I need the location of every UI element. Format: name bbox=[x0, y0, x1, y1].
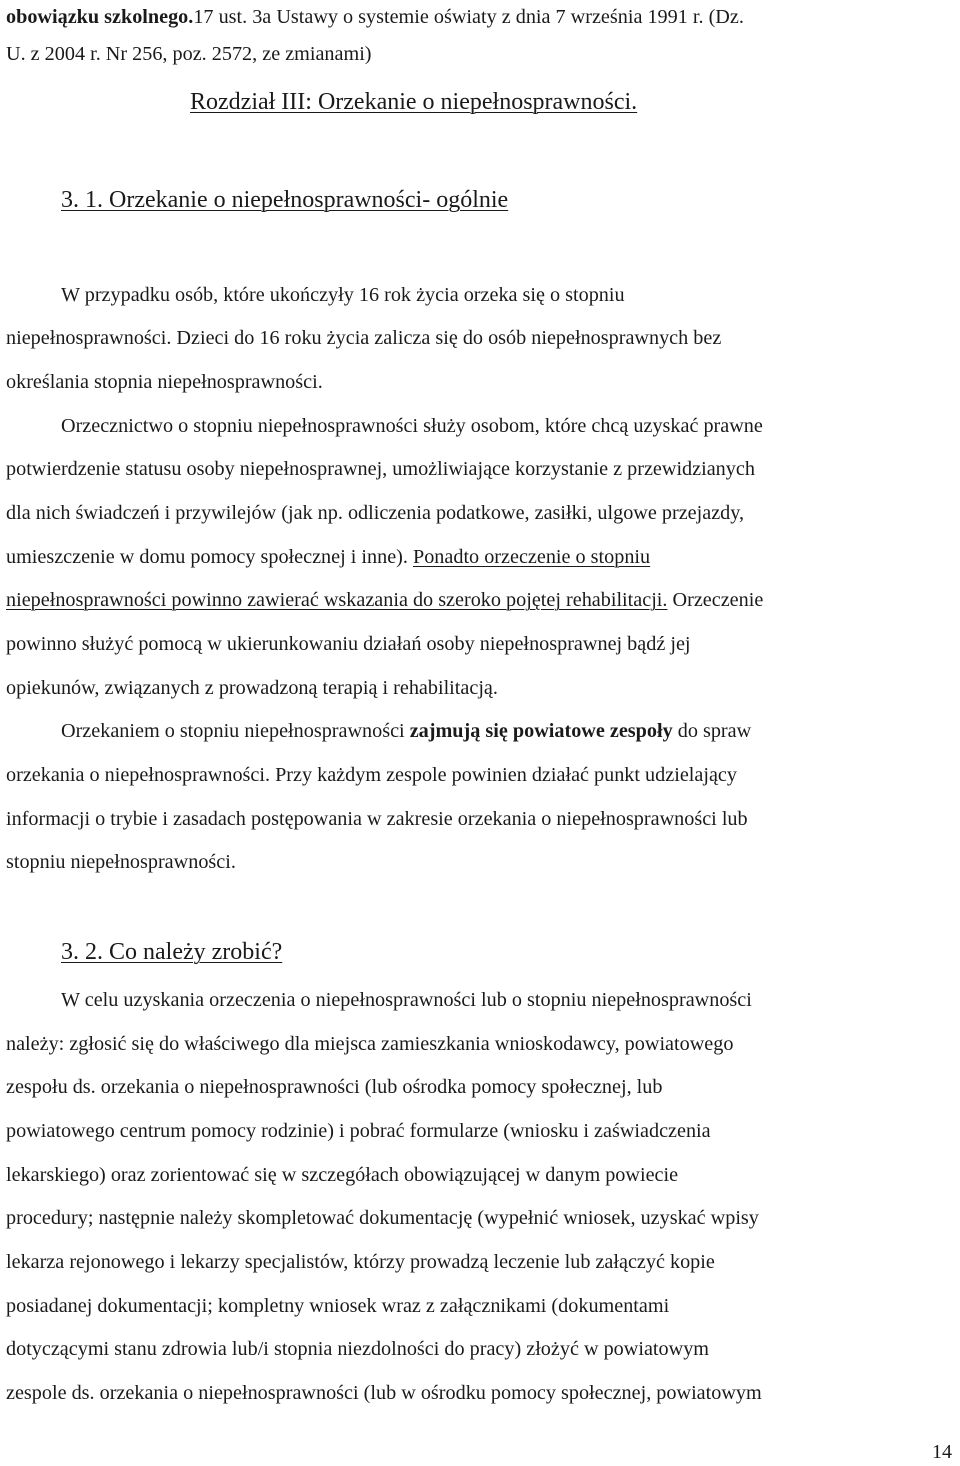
paragraph-line bbox=[6, 544, 650, 570]
text-span: obowiązku szkolnego. bbox=[6, 6, 194, 28]
paragraph-line bbox=[6, 1336, 709, 1362]
text-span: procedury; następnie należy skompletować dokumentację (wypełnić wniosek, uzyskać wpisy bbox=[6, 1207, 759, 1229]
text-span: powinno służyć pomocą w ukierunkowaniu działań osoby niepełnosprawnej bądź jej bbox=[6, 633, 691, 655]
text-span: posiadanej dokumentacji; kompletny wniosek wraz z załącznikami (dokumentami bbox=[6, 1295, 670, 1317]
text-span: powiatowego centrum pomocy rodzinie) i pobrać formularze (wniosku i zaświadczenia bbox=[6, 1120, 711, 1142]
paragraph-line bbox=[61, 282, 625, 308]
text-line-legal-reference bbox=[6, 4, 744, 30]
section-heading-3-2 bbox=[61, 937, 282, 967]
text-span: do spraw bbox=[672, 720, 752, 742]
paragraph-line bbox=[6, 849, 236, 875]
text-span: Rozdział III: Orzekanie o niepełnosprawności. bbox=[190, 89, 638, 115]
text-span: 17 ust. 3a Ustawy o systemie oświaty z dnia 7 września 1991 r. (Dz. bbox=[193, 6, 744, 28]
text-span: umieszczenie w domu pomocy społecznej i inne). bbox=[6, 546, 413, 568]
text-span: lekarza rejonowego i lekarzy specjalistów, którzy prowadzą leczenie lub załączyć kopie bbox=[6, 1251, 715, 1273]
section-heading-3-1 bbox=[61, 185, 508, 215]
text-span: U. z 2004 r. Nr 256, poz. 2572, ze zmianami) bbox=[6, 43, 372, 65]
text-span: zajmują się powiatowe zespoły bbox=[409, 720, 673, 742]
text-line-legal-reference-cont bbox=[6, 41, 372, 67]
text-span: W celu uzyskania orzeczenia o niepełnosprawności lub o stopniu niepełnosprawności bbox=[61, 989, 752, 1011]
text-span: Orzekaniem o stopniu niepełnosprawności bbox=[61, 720, 410, 742]
paragraph-line bbox=[6, 369, 323, 395]
paragraph-line bbox=[6, 325, 721, 351]
text-span: W przypadku osób, które ukończyły 16 rok życia orzeka się o stopniu bbox=[61, 284, 625, 306]
paragraph-line bbox=[61, 987, 752, 1013]
paragraph-line bbox=[6, 631, 691, 657]
chapter-heading bbox=[190, 87, 637, 117]
paragraph-line bbox=[6, 1205, 759, 1231]
text-span: Ponadto orzeczenie o stopniu bbox=[412, 546, 651, 568]
text-span: 3. 2. Co należy zrobić? bbox=[61, 939, 283, 965]
paragraph-line bbox=[6, 1074, 662, 1100]
paragraph-line bbox=[61, 413, 763, 439]
text-span: stopniu niepełnosprawności. bbox=[6, 851, 236, 873]
text-span: określania stopnia niepełnosprawności. bbox=[6, 371, 323, 393]
paragraph-line bbox=[6, 1249, 715, 1275]
text-span: 3. 1. Orzekanie o niepełnosprawności- ogólnie bbox=[61, 187, 509, 213]
text-span: dla nich świadczeń i przywilejów (jak np. odliczenia podatkowe, zasiłki, ulgowe przejazdy, bbox=[6, 502, 745, 524]
paragraph-line bbox=[6, 587, 763, 613]
text-span: dotyczącymi stanu zdrowia lub/i stopnia niezdolności do pracy) złożyć w powiatowym bbox=[6, 1338, 710, 1360]
page-number: 14 bbox=[932, 1441, 952, 1463]
text-span: Orzeczenie bbox=[667, 589, 764, 611]
paragraph-line bbox=[6, 1162, 678, 1188]
paragraph-line bbox=[61, 718, 751, 744]
text-span: orzekania o niepełnosprawności. Przy każdym zespole powinien działać punkt udzielający bbox=[6, 764, 737, 786]
paragraph-line bbox=[6, 1380, 762, 1406]
paragraph-line bbox=[6, 456, 755, 482]
text-span: lekarskiego) oraz zorientować się w szczegółach obowiązującej w danym powiecie bbox=[6, 1164, 679, 1186]
paragraph-line bbox=[6, 1031, 733, 1057]
paragraph-line bbox=[6, 1118, 711, 1144]
text-span: niepełnosprawności powinno zawierać wskazania do szeroko pojętej rehabilitacji. bbox=[6, 589, 668, 611]
text-span: potwierdzenie statusu osoby niepełnosprawnej, umożliwiające korzystanie z przewidzianych bbox=[6, 458, 755, 480]
text-span: należy: zgłosić się do właściwego dla miejsca zamieszkania wnioskodawcy, powiatowego bbox=[6, 1033, 734, 1055]
text-span: zespołu ds. orzekania o niepełnosprawności (lub ośrodka pomocy społecznej, lub bbox=[6, 1076, 663, 1098]
paragraph-line bbox=[6, 806, 748, 832]
text-span: Orzecznictwo o stopniu niepełnosprawności służy osobom, które chcą uzyskać prawne bbox=[61, 415, 763, 437]
text-span: opiekunów, związanych z prowadzoną terapią i rehabilitacją. bbox=[6, 677, 498, 699]
text-span: zespole ds. orzekania o niepełnosprawności (lub w ośrodku pomocy społecznej, powiatowym bbox=[6, 1382, 762, 1404]
text-span: informacji o trybie i zasadach postępowania w zakresie orzekania o niepełnosprawności lub bbox=[6, 808, 748, 830]
paragraph-line bbox=[6, 762, 737, 788]
paragraph-line bbox=[6, 500, 744, 526]
paragraph-line bbox=[6, 1293, 669, 1319]
paragraph-line bbox=[6, 675, 498, 701]
text-span: niepełnosprawności. Dzieci do 16 roku życia zalicza się do osób niepełnosprawnych bez bbox=[6, 327, 722, 349]
